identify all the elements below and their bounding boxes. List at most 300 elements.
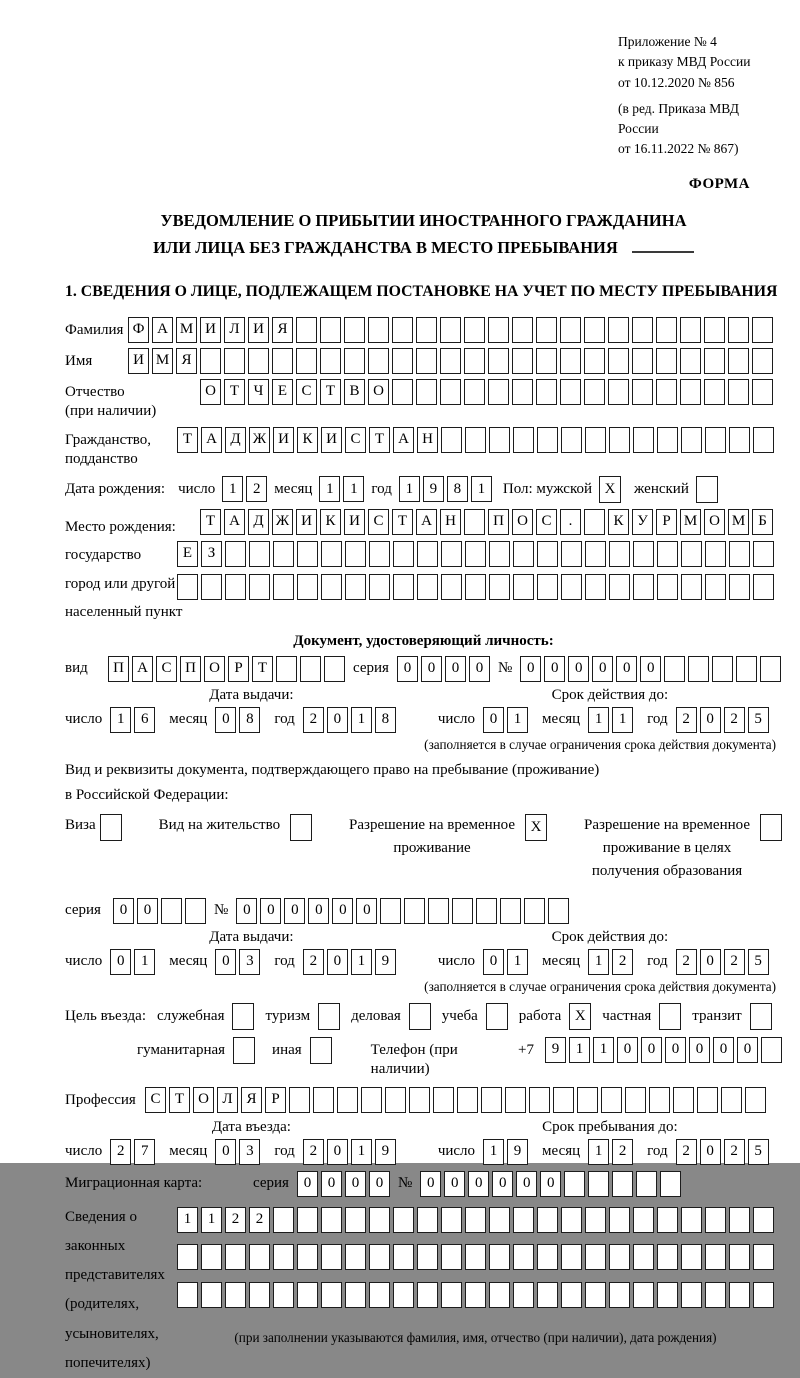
char-cell[interactable]	[636, 1171, 657, 1197]
char-cell[interactable]: О	[204, 656, 225, 682]
char-cell[interactable]	[736, 656, 757, 682]
char-cell[interactable]	[657, 541, 678, 567]
char-cell[interactable]	[697, 1087, 718, 1113]
char-cell[interactable]	[761, 1037, 782, 1063]
char-cell[interactable]	[688, 656, 709, 682]
char-cell[interactable]: А	[132, 656, 153, 682]
char-cell[interactable]	[537, 1282, 558, 1308]
char-cell[interactable]: 2	[225, 1207, 246, 1233]
char-cell[interactable]	[537, 1207, 558, 1233]
char-cell[interactable]: 9	[545, 1037, 566, 1063]
char-cell[interactable]	[585, 541, 606, 567]
char-cell[interactable]: Р	[656, 509, 677, 535]
char-cell[interactable]: Ф	[128, 317, 149, 343]
char-cell[interactable]	[681, 427, 702, 453]
char-cell[interactable]: 2	[724, 949, 745, 975]
char-cell[interactable]: С	[296, 379, 317, 405]
char-cell[interactable]	[345, 1207, 366, 1233]
char-cell[interactable]: 1	[588, 707, 609, 733]
purpose-tourism-checkbox[interactable]	[318, 1003, 340, 1030]
temp-residence-education-checkbox[interactable]	[760, 814, 782, 841]
char-cell[interactable]	[273, 1244, 294, 1270]
char-cell[interactable]: 5	[748, 949, 769, 975]
char-cell[interactable]	[404, 898, 425, 924]
char-cell[interactable]: 0	[345, 1171, 366, 1197]
char-cell[interactable]: 0	[215, 707, 236, 733]
char-cell[interactable]: 0	[689, 1037, 710, 1063]
char-cell[interactable]	[561, 1282, 582, 1308]
char-cell[interactable]	[369, 541, 390, 567]
char-cell[interactable]	[393, 1207, 414, 1233]
char-cell[interactable]	[584, 348, 605, 374]
char-cell[interactable]	[345, 574, 366, 600]
char-cell[interactable]	[297, 541, 318, 567]
char-cell[interactable]	[577, 1087, 598, 1113]
char-cell[interactable]	[464, 509, 485, 535]
char-cell[interactable]: И	[200, 317, 221, 343]
char-cell[interactable]: И	[248, 317, 269, 343]
char-cell[interactable]	[380, 898, 401, 924]
char-cell[interactable]: А	[416, 509, 437, 535]
char-cell[interactable]: Т	[169, 1087, 190, 1113]
char-cell[interactable]	[561, 1207, 582, 1233]
char-cell[interactable]	[633, 1207, 654, 1233]
char-cell[interactable]	[177, 1282, 198, 1308]
char-cell[interactable]	[601, 1087, 622, 1113]
char-cell[interactable]: 0	[616, 656, 637, 682]
char-cell[interactable]	[657, 427, 678, 453]
char-cell[interactable]	[704, 317, 725, 343]
char-cell[interactable]: 0	[321, 1171, 342, 1197]
char-cell[interactable]: 1	[399, 476, 420, 502]
char-cell[interactable]	[417, 541, 438, 567]
char-cell[interactable]: 2	[676, 1139, 697, 1165]
char-cell[interactable]: О	[200, 379, 221, 405]
char-cell[interactable]	[585, 1207, 606, 1233]
char-cell[interactable]	[704, 379, 725, 405]
char-cell[interactable]	[753, 1244, 774, 1270]
char-cell[interactable]: 7	[134, 1139, 155, 1165]
char-cell[interactable]	[249, 1244, 270, 1270]
char-cell[interactable]: 1	[507, 949, 528, 975]
char-cell[interactable]	[585, 1244, 606, 1270]
char-cell[interactable]	[608, 379, 629, 405]
char-cell[interactable]	[612, 1171, 633, 1197]
char-cell[interactable]	[344, 317, 365, 343]
char-cell[interactable]: 5	[748, 1139, 769, 1165]
sex-male-checkbox[interactable]: X	[599, 476, 621, 503]
char-cell[interactable]: 0	[713, 1037, 734, 1063]
char-cell[interactable]: 0	[420, 1171, 441, 1197]
char-cell[interactable]: О	[193, 1087, 214, 1113]
purpose-transit-checkbox[interactable]	[750, 1003, 772, 1030]
char-cell[interactable]: 2	[246, 476, 267, 502]
char-cell[interactable]: 0	[137, 898, 158, 924]
char-cell[interactable]: 1	[110, 707, 131, 733]
char-cell[interactable]: 0	[113, 898, 134, 924]
char-cell[interactable]	[296, 317, 317, 343]
char-cell[interactable]: 2	[249, 1207, 270, 1233]
char-cell[interactable]	[200, 348, 221, 374]
char-cell[interactable]: Б	[752, 509, 773, 535]
char-cell[interactable]	[368, 317, 389, 343]
char-cell[interactable]	[392, 348, 413, 374]
char-cell[interactable]	[673, 1087, 694, 1113]
char-cell[interactable]	[457, 1087, 478, 1113]
char-cell[interactable]: 1	[507, 707, 528, 733]
char-cell[interactable]	[201, 1244, 222, 1270]
char-cell[interactable]	[177, 574, 198, 600]
char-cell[interactable]: 0	[327, 949, 348, 975]
char-cell[interactable]	[705, 1207, 726, 1233]
char-cell[interactable]: Я	[272, 317, 293, 343]
char-cell[interactable]: Р	[265, 1087, 286, 1113]
char-cell[interactable]: Я	[241, 1087, 262, 1113]
char-cell[interactable]: М	[728, 509, 749, 535]
char-cell[interactable]	[632, 379, 653, 405]
char-cell[interactable]	[249, 1282, 270, 1308]
char-cell[interactable]: Т	[392, 509, 413, 535]
char-cell[interactable]	[225, 574, 246, 600]
char-cell[interactable]: 0	[568, 656, 589, 682]
char-cell[interactable]	[513, 1244, 534, 1270]
sex-female-checkbox[interactable]	[696, 476, 718, 503]
char-cell[interactable]	[633, 1244, 654, 1270]
char-cell[interactable]	[273, 541, 294, 567]
char-cell[interactable]	[609, 427, 630, 453]
char-cell[interactable]: 1	[351, 707, 372, 733]
char-cell[interactable]	[705, 427, 726, 453]
char-cell[interactable]	[345, 1244, 366, 1270]
char-cell[interactable]: К	[320, 509, 341, 535]
char-cell[interactable]: 1	[134, 949, 155, 975]
char-cell[interactable]: 0	[700, 949, 721, 975]
char-cell[interactable]	[537, 427, 558, 453]
char-cell[interactable]: 1	[343, 476, 364, 502]
char-cell[interactable]	[512, 317, 533, 343]
char-cell[interactable]	[584, 317, 605, 343]
char-cell[interactable]	[657, 1244, 678, 1270]
char-cell[interactable]	[633, 574, 654, 600]
char-cell[interactable]	[553, 1087, 574, 1113]
char-cell[interactable]	[297, 574, 318, 600]
char-cell[interactable]	[393, 574, 414, 600]
char-cell[interactable]	[608, 317, 629, 343]
char-cell[interactable]: 1	[612, 707, 633, 733]
char-cell[interactable]: М	[152, 348, 173, 374]
char-cell[interactable]	[656, 379, 677, 405]
char-cell[interactable]	[728, 379, 749, 405]
char-cell[interactable]: 0	[665, 1037, 686, 1063]
char-cell[interactable]	[560, 317, 581, 343]
char-cell[interactable]	[705, 1282, 726, 1308]
char-cell[interactable]: Ж	[249, 427, 270, 453]
char-cell[interactable]: 0	[260, 898, 281, 924]
char-cell[interactable]	[561, 541, 582, 567]
visa-checkbox[interactable]	[100, 814, 122, 841]
char-cell[interactable]: 9	[375, 1139, 396, 1165]
char-cell[interactable]: Т	[320, 379, 341, 405]
char-cell[interactable]	[488, 348, 509, 374]
char-cell[interactable]	[728, 317, 749, 343]
char-cell[interactable]: П	[488, 509, 509, 535]
char-cell[interactable]	[680, 317, 701, 343]
char-cell[interactable]	[681, 574, 702, 600]
char-cell[interactable]	[729, 541, 750, 567]
char-cell[interactable]	[489, 427, 510, 453]
char-cell[interactable]	[712, 656, 733, 682]
purpose-private-checkbox[interactable]	[659, 1003, 681, 1030]
purpose-humanitarian-checkbox[interactable]	[233, 1037, 255, 1064]
char-cell[interactable]	[657, 574, 678, 600]
char-cell[interactable]: 0	[327, 1139, 348, 1165]
char-cell[interactable]: О	[368, 379, 389, 405]
char-cell[interactable]	[296, 348, 317, 374]
char-cell[interactable]	[632, 348, 653, 374]
char-cell[interactable]	[369, 1207, 390, 1233]
char-cell[interactable]	[465, 541, 486, 567]
char-cell[interactable]	[752, 317, 773, 343]
char-cell[interactable]	[361, 1087, 382, 1113]
char-cell[interactable]	[633, 427, 654, 453]
char-cell[interactable]	[300, 656, 321, 682]
char-cell[interactable]: А	[224, 509, 245, 535]
char-cell[interactable]: 2	[676, 707, 697, 733]
char-cell[interactable]: 2	[612, 949, 633, 975]
char-cell[interactable]	[320, 317, 341, 343]
char-cell[interactable]: 0	[540, 1171, 561, 1197]
purpose-official-checkbox[interactable]	[232, 1003, 254, 1030]
char-cell[interactable]	[664, 656, 685, 682]
char-cell[interactable]: 0	[397, 656, 418, 682]
char-cell[interactable]: 2	[676, 949, 697, 975]
char-cell[interactable]	[633, 541, 654, 567]
char-cell[interactable]	[753, 1207, 774, 1233]
char-cell[interactable]	[345, 1282, 366, 1308]
char-cell[interactable]	[609, 1244, 630, 1270]
char-cell[interactable]: 3	[239, 949, 260, 975]
char-cell[interactable]: 2	[303, 707, 324, 733]
char-cell[interactable]: Е	[177, 541, 198, 567]
char-cell[interactable]: С	[345, 427, 366, 453]
char-cell[interactable]: 0	[215, 1139, 236, 1165]
char-cell[interactable]	[584, 509, 605, 535]
purpose-work-checkbox[interactable]: X	[569, 1003, 591, 1030]
purpose-study-checkbox[interactable]	[486, 1003, 508, 1030]
char-cell[interactable]	[465, 1207, 486, 1233]
char-cell[interactable]	[680, 379, 701, 405]
char-cell[interactable]	[728, 348, 749, 374]
char-cell[interactable]	[441, 1244, 462, 1270]
char-cell[interactable]	[393, 1282, 414, 1308]
char-cell[interactable]	[505, 1087, 526, 1113]
char-cell[interactable]: 1	[351, 949, 372, 975]
char-cell[interactable]: 0	[421, 656, 442, 682]
char-cell[interactable]	[564, 1171, 585, 1197]
char-cell[interactable]	[536, 317, 557, 343]
char-cell[interactable]	[201, 1282, 222, 1308]
char-cell[interactable]	[752, 348, 773, 374]
char-cell[interactable]	[441, 541, 462, 567]
residence-permit-checkbox[interactable]	[290, 814, 312, 841]
char-cell[interactable]	[729, 427, 750, 453]
char-cell[interactable]	[681, 1207, 702, 1233]
char-cell[interactable]	[441, 574, 462, 600]
char-cell[interactable]	[417, 1282, 438, 1308]
char-cell[interactable]: Т	[252, 656, 273, 682]
char-cell[interactable]	[441, 1282, 462, 1308]
char-cell[interactable]	[440, 379, 461, 405]
char-cell[interactable]: Т	[200, 509, 221, 535]
char-cell[interactable]	[633, 1282, 654, 1308]
char-cell[interactable]: 0	[469, 656, 490, 682]
char-cell[interactable]: 2	[303, 949, 324, 975]
char-cell[interactable]	[729, 1207, 750, 1233]
char-cell[interactable]	[721, 1087, 742, 1113]
char-cell[interactable]	[681, 1244, 702, 1270]
char-cell[interactable]: 0	[640, 656, 661, 682]
char-cell[interactable]: Д	[248, 509, 269, 535]
char-cell[interactable]	[681, 1282, 702, 1308]
char-cell[interactable]	[273, 1207, 294, 1233]
char-cell[interactable]	[368, 348, 389, 374]
char-cell[interactable]	[680, 348, 701, 374]
char-cell[interactable]	[276, 656, 297, 682]
char-cell[interactable]: И	[296, 509, 317, 535]
char-cell[interactable]: Н	[440, 509, 461, 535]
char-cell[interactable]	[433, 1087, 454, 1113]
char-cell[interactable]	[729, 1282, 750, 1308]
char-cell[interactable]	[609, 1282, 630, 1308]
char-cell[interactable]: А	[393, 427, 414, 453]
char-cell[interactable]: Т	[224, 379, 245, 405]
char-cell[interactable]	[704, 348, 725, 374]
char-cell[interactable]	[729, 574, 750, 600]
char-cell[interactable]	[537, 574, 558, 600]
char-cell[interactable]	[417, 1244, 438, 1270]
char-cell[interactable]	[416, 379, 437, 405]
char-cell[interactable]	[249, 574, 270, 600]
purpose-business-checkbox[interactable]	[409, 1003, 431, 1030]
char-cell[interactable]: О	[512, 509, 533, 535]
char-cell[interactable]	[656, 317, 677, 343]
char-cell[interactable]	[753, 574, 774, 600]
char-cell[interactable]	[536, 348, 557, 374]
char-cell[interactable]: 2	[724, 707, 745, 733]
char-cell[interactable]	[588, 1171, 609, 1197]
char-cell[interactable]: 0	[483, 949, 504, 975]
char-cell[interactable]: 1	[569, 1037, 590, 1063]
purpose-other-checkbox[interactable]	[310, 1037, 332, 1064]
char-cell[interactable]	[393, 1244, 414, 1270]
char-cell[interactable]: И	[321, 427, 342, 453]
char-cell[interactable]	[452, 898, 473, 924]
char-cell[interactable]	[489, 1244, 510, 1270]
char-cell[interactable]	[632, 317, 653, 343]
char-cell[interactable]: 1	[351, 1139, 372, 1165]
char-cell[interactable]: 0	[544, 656, 565, 682]
char-cell[interactable]: Ч	[248, 379, 269, 405]
char-cell[interactable]	[660, 1171, 681, 1197]
char-cell[interactable]	[465, 427, 486, 453]
char-cell[interactable]	[705, 574, 726, 600]
char-cell[interactable]	[649, 1087, 670, 1113]
char-cell[interactable]	[560, 348, 581, 374]
char-cell[interactable]	[752, 379, 773, 405]
char-cell[interactable]: Я	[176, 348, 197, 374]
char-cell[interactable]: 2	[724, 1139, 745, 1165]
char-cell[interactable]	[416, 348, 437, 374]
char-cell[interactable]: 0	[110, 949, 131, 975]
char-cell[interactable]	[224, 348, 245, 374]
char-cell[interactable]	[321, 1244, 342, 1270]
char-cell[interactable]: 0	[492, 1171, 513, 1197]
char-cell[interactable]: В	[344, 379, 365, 405]
char-cell[interactable]	[369, 1244, 390, 1270]
char-cell[interactable]: .	[560, 509, 581, 535]
char-cell[interactable]	[177, 1244, 198, 1270]
char-cell[interactable]	[440, 348, 461, 374]
char-cell[interactable]: А	[201, 427, 222, 453]
char-cell[interactable]: Ж	[272, 509, 293, 535]
char-cell[interactable]	[464, 348, 485, 374]
temp-residence-checkbox[interactable]: X	[525, 814, 547, 841]
char-cell[interactable]: 0	[700, 1139, 721, 1165]
char-cell[interactable]: З	[201, 541, 222, 567]
char-cell[interactable]: 1	[588, 949, 609, 975]
char-cell[interactable]	[321, 1282, 342, 1308]
char-cell[interactable]: 3	[239, 1139, 260, 1165]
char-cell[interactable]	[392, 379, 413, 405]
char-cell[interactable]: 0	[236, 898, 257, 924]
char-cell[interactable]: А	[152, 317, 173, 343]
char-cell[interactable]: О	[704, 509, 725, 535]
char-cell[interactable]	[513, 574, 534, 600]
char-cell[interactable]	[441, 1207, 462, 1233]
char-cell[interactable]	[489, 541, 510, 567]
char-cell[interactable]	[225, 1244, 246, 1270]
char-cell[interactable]: Т	[369, 427, 390, 453]
char-cell[interactable]	[608, 348, 629, 374]
char-cell[interactable]: У	[632, 509, 653, 535]
char-cell[interactable]: 0	[468, 1171, 489, 1197]
char-cell[interactable]: 0	[445, 656, 466, 682]
char-cell[interactable]	[753, 1282, 774, 1308]
char-cell[interactable]: 0	[516, 1171, 537, 1197]
char-cell[interactable]: 1	[471, 476, 492, 502]
char-cell[interactable]: 1	[588, 1139, 609, 1165]
char-cell[interactable]	[656, 348, 677, 374]
char-cell[interactable]	[537, 1244, 558, 1270]
char-cell[interactable]: 0	[284, 898, 305, 924]
char-cell[interactable]: 5	[748, 707, 769, 733]
char-cell[interactable]: Т	[177, 427, 198, 453]
char-cell[interactable]: 0	[700, 707, 721, 733]
char-cell[interactable]	[297, 1282, 318, 1308]
char-cell[interactable]	[464, 317, 485, 343]
char-cell[interactable]: 9	[375, 949, 396, 975]
char-cell[interactable]	[393, 541, 414, 567]
char-cell[interactable]	[513, 1282, 534, 1308]
char-cell[interactable]: И	[273, 427, 294, 453]
char-cell[interactable]: 0	[617, 1037, 638, 1063]
char-cell[interactable]: 1	[201, 1207, 222, 1233]
char-cell[interactable]	[297, 1244, 318, 1270]
char-cell[interactable]: 1	[222, 476, 243, 502]
char-cell[interactable]	[561, 574, 582, 600]
char-cell[interactable]: С	[536, 509, 557, 535]
char-cell[interactable]	[369, 1282, 390, 1308]
